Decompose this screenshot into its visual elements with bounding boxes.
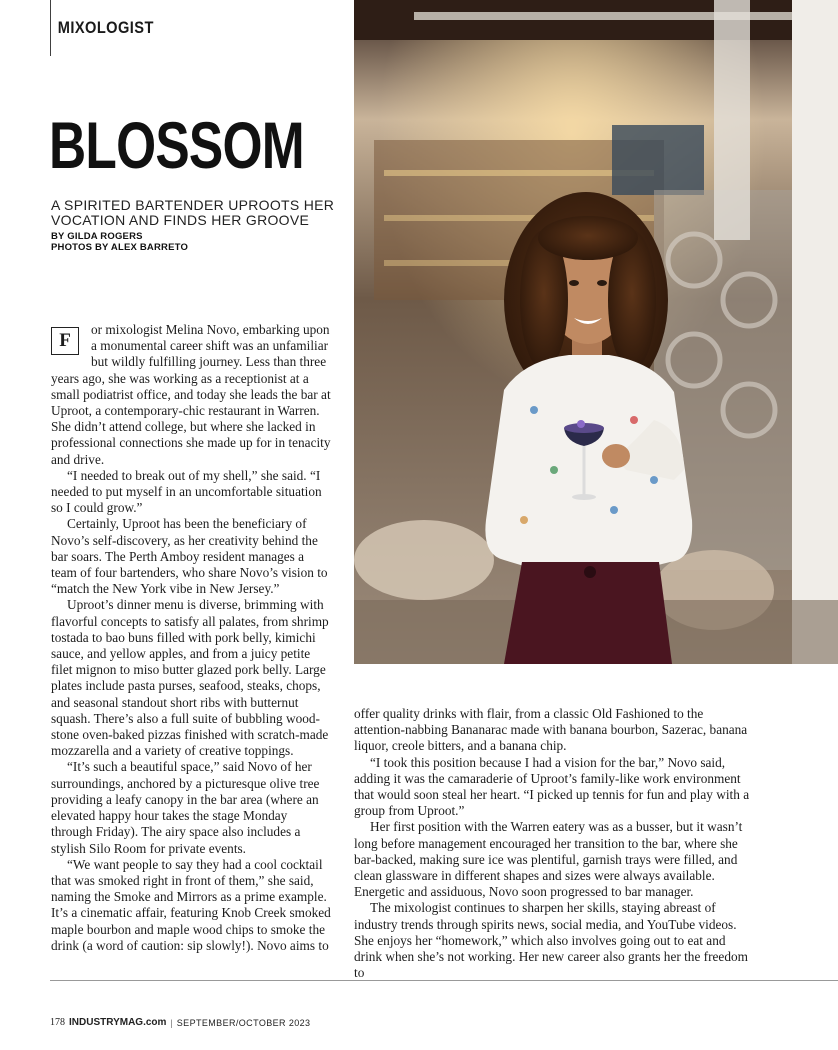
paragraph: “We want people to say they had a cool cocktail that was smoked right in front of them,” she said, naming the Smoke and Mirrors as a prime example. It’s a cinematic affair, featuring Knob Creek smoked maple bourbon and maple wood chips to smoke the drink (a word of caution: sip slowly!). Novo aims to bbox=[51, 856, 331, 953]
page-number: 178 bbox=[50, 1017, 65, 1028]
page-footer bbox=[50, 1017, 310, 1028]
footer-separator: | bbox=[170, 1017, 173, 1028]
paragraph: or mixologist Melina Novo, embarking upon a monumental career shift was an unfamiliar but wildly fulfilling journey. Less than three years ago, she was working as a receptionist at a small podiatrist office, and today she leads the bar at Uproot, a contemporary-chic restaurant in Warren. She didn’t attend college, but where she lacked in professional connections she made up for in tenacity and drive. bbox=[51, 322, 331, 467]
article-column-2 bbox=[354, 706, 756, 981]
issue-date: SEPTEMBER/OCTOBER 2023 bbox=[176, 1017, 311, 1028]
magazine-name: INDUSTRYMAG.com bbox=[69, 1017, 167, 1028]
section-label: MIXOLOGIST bbox=[50, 0, 154, 56]
footer-divider bbox=[50, 980, 838, 981]
paragraph: “It’s such a beautiful space,” said Novo of her surroundings, anchored by a picturesque olive tree providing a leafy canopy in the bar area (where an elevated happy hour takes the stage Monday through Friday). The airy space also includes a stylish Silo Room for private events. bbox=[51, 759, 320, 856]
paragraph: The mixologist continues to sharpen her skills, staying abreast of industry trends through spirits news, social media, and YouTube videos. She enjoys her “homework,” which also involves going out to eat and drink when she’s not working. Her new career also grants her the freedom to bbox=[354, 900, 748, 981]
paragraph: “I took this position because I had a vision for the bar,” Novo said, adding it was the camaraderie of Uproot’s family-like work environment that would soon steal her heart. “I picked up tennis for fun and play with a group from Uproot.” bbox=[354, 754, 750, 819]
paragraph: Uproot’s dinner menu is diverse, brimming with flavorful concepts to satisfy all palates, from shrimp tostada to bao buns filled with pork belly, kimichi sauce, and yellow apples, and from a juicy petite filet mignon to miso butter glazed pork belly. Large plates include pasta purses, seafood, steaks, chops, and seasonal standout short ribs with butternut squash. There’s also a full suite of bubbling wood-stone oven-baked pizzas finished with scratch-made mozzarella and a variety of creative toppings. bbox=[51, 597, 329, 759]
bartender-photo bbox=[354, 0, 838, 664]
article-subtitle: A SPIRITED BARTENDER UPROOTS HER VOCATION AND FINDS HER GROOVE bbox=[51, 197, 335, 228]
drop-cap: F bbox=[51, 327, 79, 355]
paragraph: “I needed to break out of my shell,” she said. “I needed to put myself in an uncomfortable situation so I could grow.” bbox=[51, 467, 322, 516]
byline: BY GILDA ROGERS bbox=[51, 231, 143, 242]
paragraph: Her first position with the Warren eatery was as a busser, but it wasn’t long before management encouraged her transition to the bar, where she bar-backed, making sure ice was plentiful, garnish trays were filled, and clean glassware in different shapes and sizes were always available. Energetic and assiduous, Novo soon progressed to bar manager. bbox=[354, 819, 743, 900]
paragraph: offer quality drinks with flair, from a classic Old Fashioned to the attention-nabbing Bananarac made with banana bourbon, Sazerac, banana liquor, creole bitters, and a banana chip. bbox=[354, 706, 748, 754]
article-title: BLOSSOM bbox=[49, 108, 304, 182]
paragraph: Certainly, Uproot has been the beneficiary of Novo’s self-discovery, as her creativity behind the bar soars. The Perth Amboy resident manages a team of four bartenders, who share Novo’s vision to “match the New York vibe in New Jersey.” bbox=[51, 516, 328, 597]
article-column-1 bbox=[51, 322, 331, 954]
photo-credit: PHOTOS BY ALEX BARRETO bbox=[51, 242, 189, 253]
